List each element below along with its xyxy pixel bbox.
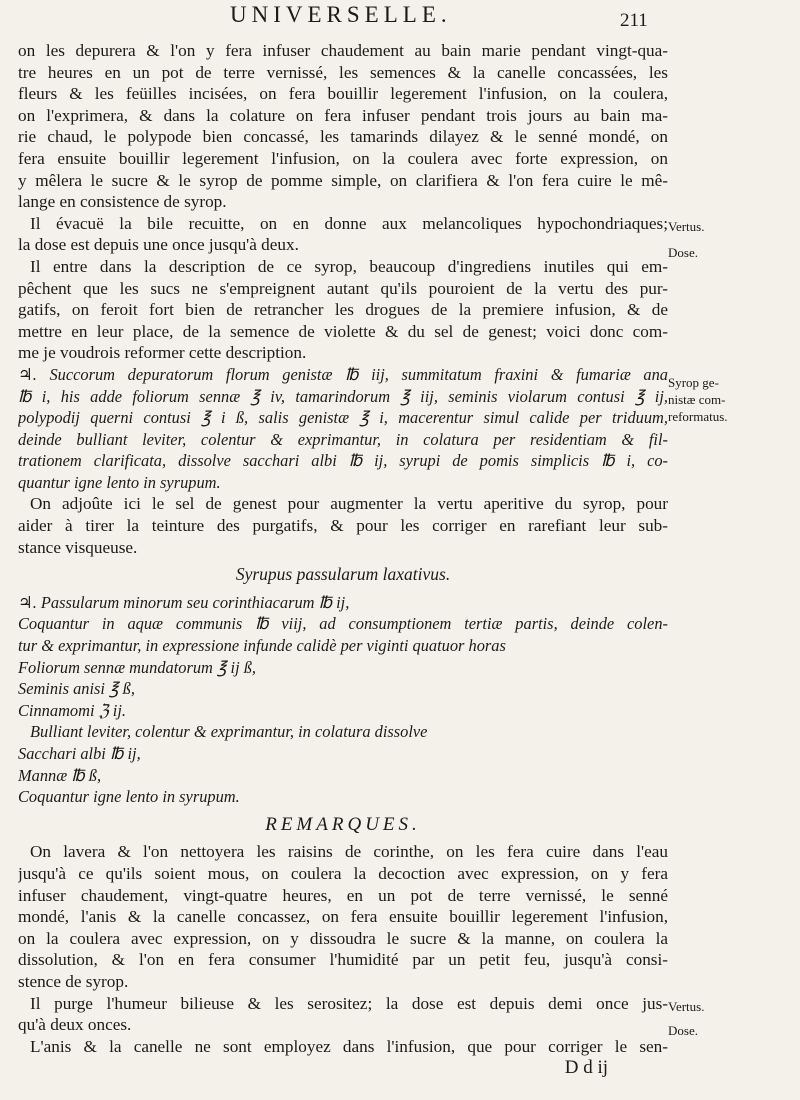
text-line: qu'à deux onces. bbox=[18, 1015, 132, 1035]
text-line: L'anis & la canelle ne sont employez dans l'infusion, que pour corriger le sen- bbox=[30, 1036, 668, 1056]
text-line: on les depurera & l'on y fera infuser chaudement au bain marie pendant vingt-qua- bbox=[18, 41, 668, 60]
text-line: fera ensuite bouillir legerement l'infusion, on la coulera avec forte expression, on bbox=[18, 148, 668, 168]
text-line: y mêlera le sucre & le syrop de pomme simple, on clarifiera & l'on fera cuire le mê- bbox=[18, 170, 668, 190]
running-title: UNIVERSELLE. bbox=[230, 2, 452, 27]
margin-note-text: Dose. bbox=[668, 1023, 698, 1038]
text-line: On adjoûte ici le sel de genest pour augmenter la vertu aperitive du syrop, pour bbox=[30, 494, 668, 514]
recipe-line: Foliorum sennæ mundatorum ℥ ij ß, bbox=[18, 657, 257, 677]
recipe-line: Mannæ ℔ ß, bbox=[18, 765, 102, 785]
text-line: me je voudrois reformer cette description. bbox=[18, 343, 307, 363]
text-line: la dose est depuis une once jusqu'à deux. bbox=[18, 235, 299, 255]
recipe-line: ♃. Succorum depuratorum florum genistæ ℔ iij, summitatum fraxini & fumariæ ana bbox=[18, 364, 668, 384]
text-line: pêchent que les sucs ne s'empreignent autant qu'ils pouroient de la vertu des pur- bbox=[18, 278, 668, 298]
recipe-line: deinde bulliant leviter, colentur & exprimantur, in colatura per residentiam & fil- bbox=[18, 429, 668, 449]
main-text bbox=[18, 40, 668, 1079]
recipe-line: polypodij querni contusi ℥ i ß, salis genistæ ℥ i, macerentur simul calide per triduum, bbox=[18, 408, 668, 428]
text-line: on la coulera avec expression, on y dissoudra le sucre & la manne, on coulera la bbox=[18, 928, 668, 948]
text-line: stance visqueuse. bbox=[18, 537, 138, 557]
text-line: on l'exprimera, & dans la colature on fera infuser pendant trois jours au bain ma- bbox=[18, 105, 668, 125]
margin-note-text: nistæ com- bbox=[668, 392, 726, 407]
text-line: Il entre dans la description de ce syrop, beaucoup d'ingrediens inutiles qui em- bbox=[30, 256, 668, 276]
recipe-title: Syrupus passularum laxativus. bbox=[235, 564, 451, 585]
text-line: rie chaud, le polypode bien concassé, les tamarinds dilayez & le senné mondé, on bbox=[18, 127, 668, 147]
recipe-line: trationem clarificata, dissolve sacchari albi ℔ ij, syrupi de pomis simplicis ℔ i, co- bbox=[18, 451, 668, 471]
margin-note-dose bbox=[668, 1022, 800, 1039]
text-line: Il purge l'humeur bilieuse & les serositez; la dose est depuis demi once jus- bbox=[30, 993, 668, 1013]
margin-note-text: Syrop ge- bbox=[668, 375, 719, 390]
text-line: infuser chaudement, vingt-quatre heures, en un pot de terre vernissé, le senné bbox=[18, 885, 668, 905]
margin-note-text: Vertus. bbox=[668, 219, 705, 234]
text-line: dissolution, & l'on en fera consumer l'humidité par un petit feu, jusqu'à consi- bbox=[18, 950, 668, 970]
recipe-line: ♃. Passularum minorum seu corinthiacarum ℔ ij, bbox=[18, 592, 350, 612]
recipe-line: Seminis anisi ℥ ß, bbox=[18, 679, 135, 699]
margin-note-vertus bbox=[668, 998, 800, 1015]
recipe-line: Cinnamomi ℨ ij. bbox=[18, 700, 126, 720]
text-line: On lavera & l'on nettoyera les raisins de corinthe, on les fera cuire dans l'eau bbox=[30, 842, 668, 862]
text-line: lange en consistence de syrop. bbox=[18, 192, 227, 212]
text-line: mondé, l'anis & la canelle concassez, on fera ensuite bouillir legerement l'infusion, bbox=[18, 907, 668, 927]
remarques-heading: REMARQUES. bbox=[265, 813, 421, 835]
text-line: gatifs, on feroit fort bien de retrancher les drogues de la premiere infusion, & de bbox=[18, 300, 668, 320]
margin-note-vertus bbox=[668, 218, 800, 235]
margin-note-text: reformatus. bbox=[668, 409, 728, 424]
page-header bbox=[0, 2, 800, 42]
margin-note-text: Dose. bbox=[668, 245, 698, 260]
text-line: stence de syrop. bbox=[18, 971, 129, 991]
recipe-line: Coquantur in aquæ communis ℔ viij, ad consumptionem tertiæ partis, deinde colen- bbox=[18, 614, 668, 634]
recipe-line: Sacchari albi ℔ ij, bbox=[18, 744, 141, 763]
page-number: 211 bbox=[620, 10, 648, 31]
recipe-line: Bulliant leviter, colentur & exprimantur, in colatura dissolve bbox=[30, 722, 428, 742]
text-line: jusqu'à ce qu'ils soient mous, on coulera la decoction avec expression, on y fera bbox=[18, 863, 668, 883]
margin-note-syrop bbox=[668, 374, 800, 425]
recipe-line: tur & exprimantur, in expressione infunde calidè per viginti quatuor horas bbox=[18, 636, 506, 656]
signature-mark: D d ij bbox=[564, 1057, 608, 1079]
text-line: Il évacuë la bile recuitte, on en donne aux melancoliques hypochondriaques; bbox=[30, 213, 668, 233]
text-line: fleurs & les feüilles incisées, on fera bouillir legerement l'infusion, on la coulera, bbox=[18, 84, 668, 104]
margin-note-dose bbox=[668, 244, 800, 261]
recipe-line: quantur igne lento in syrupum. bbox=[18, 472, 221, 492]
text-line: tre heures en un pot de terre vernissé, les semences & la canelle concassées, les bbox=[18, 62, 668, 82]
margin-note-text: Vertus. bbox=[668, 999, 705, 1014]
text-line: aider à tirer la teinture des purgatifs, & pour les corriger en rarefiant leur sub- bbox=[18, 516, 668, 536]
recipe-line: Coquantur igne lento in syrupum. bbox=[18, 787, 240, 807]
recipe-line: ℔ i, his adde foliorum sennæ ℥ iv, tamarindorum ℥ iij, seminis violarum contusi ℥ ij, bbox=[18, 386, 668, 406]
text-line: mettre en leur place, de la semence de violette & du sel de genest; voici donc com- bbox=[18, 321, 668, 341]
